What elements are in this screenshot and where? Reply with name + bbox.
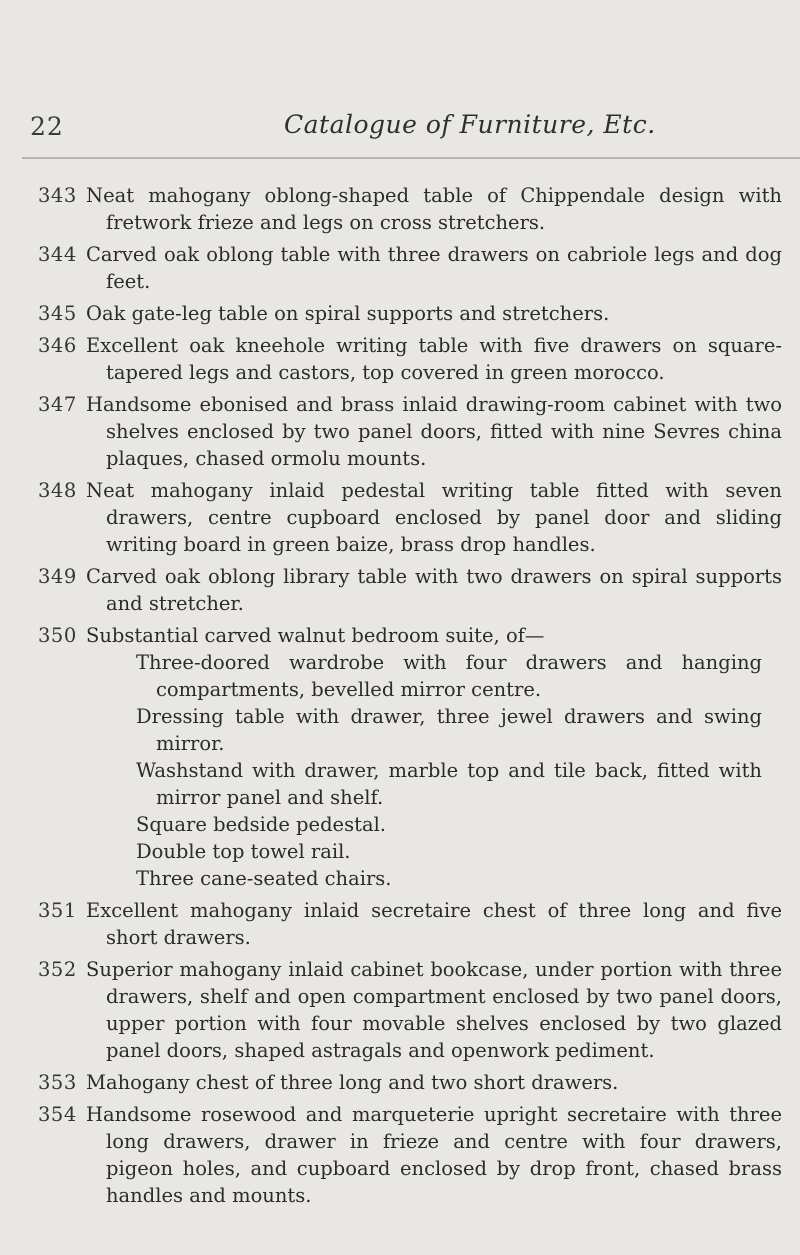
lot-description: Neat mahogany oblong-shaped table of Chippendale design with fretwork frieze and legs on cross stretchers. <box>86 184 782 234</box>
lot-description: Oak gate-leg table on spiral supports and stretchers. <box>86 302 610 325</box>
lot-description: Handsome ebonised and brass inlaid drawing-room cabinet with two shelves enclosed by two panel doors, fitted with nine Sevres china plaques, chased ormolu mounts. <box>86 393 782 470</box>
lot-entry <box>0 182 800 236</box>
lot-description: Carved oak oblong library table with two drawers on spiral supports and stretcher. <box>86 565 782 615</box>
suite-item: Three cane-seated chairs. <box>136 867 392 890</box>
lot-entry <box>0 332 800 386</box>
page-header <box>0 112 800 152</box>
lot-entry <box>0 300 800 327</box>
lot-description: Mahogany chest of three long and two short drawers. <box>86 1071 619 1094</box>
lot-number: 344 <box>38 243 77 266</box>
lot-description: Superior mahogany inlaid cabinet bookcase, under portion with three drawers, shelf and open compartment enclosed by two panel doors, upper portion with four movable shelves enclosed by two glazed panel doors, shaped astragals and openwork pediment. <box>86 958 782 1062</box>
lot-description: Substantial carved walnut bedroom suite, of— <box>86 624 545 647</box>
lot-number: 354 <box>38 1103 77 1126</box>
lot-description: Neat mahogany inlaid pedestal writing table fitted with seven drawers, centre cupboard enclosed by panel door and sliding writing board in green baize, brass drop handles. <box>86 479 782 556</box>
lot-number: 346 <box>38 334 77 357</box>
lot-entry <box>0 1069 800 1096</box>
lot-entry <box>0 897 800 951</box>
lot-description: Handsome rosewood and marqueterie upright secretaire with three long drawers, drawer in frieze and centre with four drawers, pigeon holes, and cupboard enclosed by drop front, chased brass handles and mounts. <box>86 1103 782 1207</box>
page-number: 22 <box>30 112 64 141</box>
lot-description: Excellent oak kneehole writing table with five drawers on square-tapered legs and castors, top covered in green morocco. <box>86 334 782 384</box>
suite-item: Washstand with drawer, marble top and tile back, fitted with mirror panel and shelf. <box>136 759 762 809</box>
lot-list <box>0 182 800 1214</box>
lot-entry <box>0 391 800 472</box>
lot-number: 343 <box>38 184 77 207</box>
suite-item: Three-doored wardrobe with four drawers and hanging compartments, bevelled mirror centre. <box>136 651 762 701</box>
lot-number: 349 <box>38 565 77 588</box>
lot-entry <box>0 1101 800 1209</box>
lot-number: 345 <box>38 302 77 325</box>
lot-description: Excellent mahogany inlaid secretaire chest of three long and five short drawers. <box>86 899 782 949</box>
lot-entry <box>0 477 800 558</box>
suite-item: Square bedside pedestal. <box>136 813 387 836</box>
lot-entry <box>0 622 800 892</box>
lot-number: 350 <box>38 624 77 647</box>
header-rule <box>22 157 800 159</box>
running-title: Catalogue of Furniture, Etc. <box>284 110 656 139</box>
lot-number: 352 <box>38 958 77 981</box>
suite-item: Double top towel rail. <box>136 840 351 863</box>
lot-entry <box>0 241 800 295</box>
lot-number: 348 <box>38 479 77 502</box>
lot-description: Carved oak oblong table with three drawers on cabriole legs and dog feet. <box>86 243 782 293</box>
suite-items <box>136 649 762 892</box>
lot-number: 347 <box>38 393 77 416</box>
lot-number: 351 <box>38 899 77 922</box>
lot-number: 353 <box>38 1071 77 1094</box>
suite-item: Dressing table with drawer, three jewel drawers and swing mirror. <box>136 705 762 755</box>
lot-entry <box>0 563 800 617</box>
lot-entry <box>0 956 800 1064</box>
